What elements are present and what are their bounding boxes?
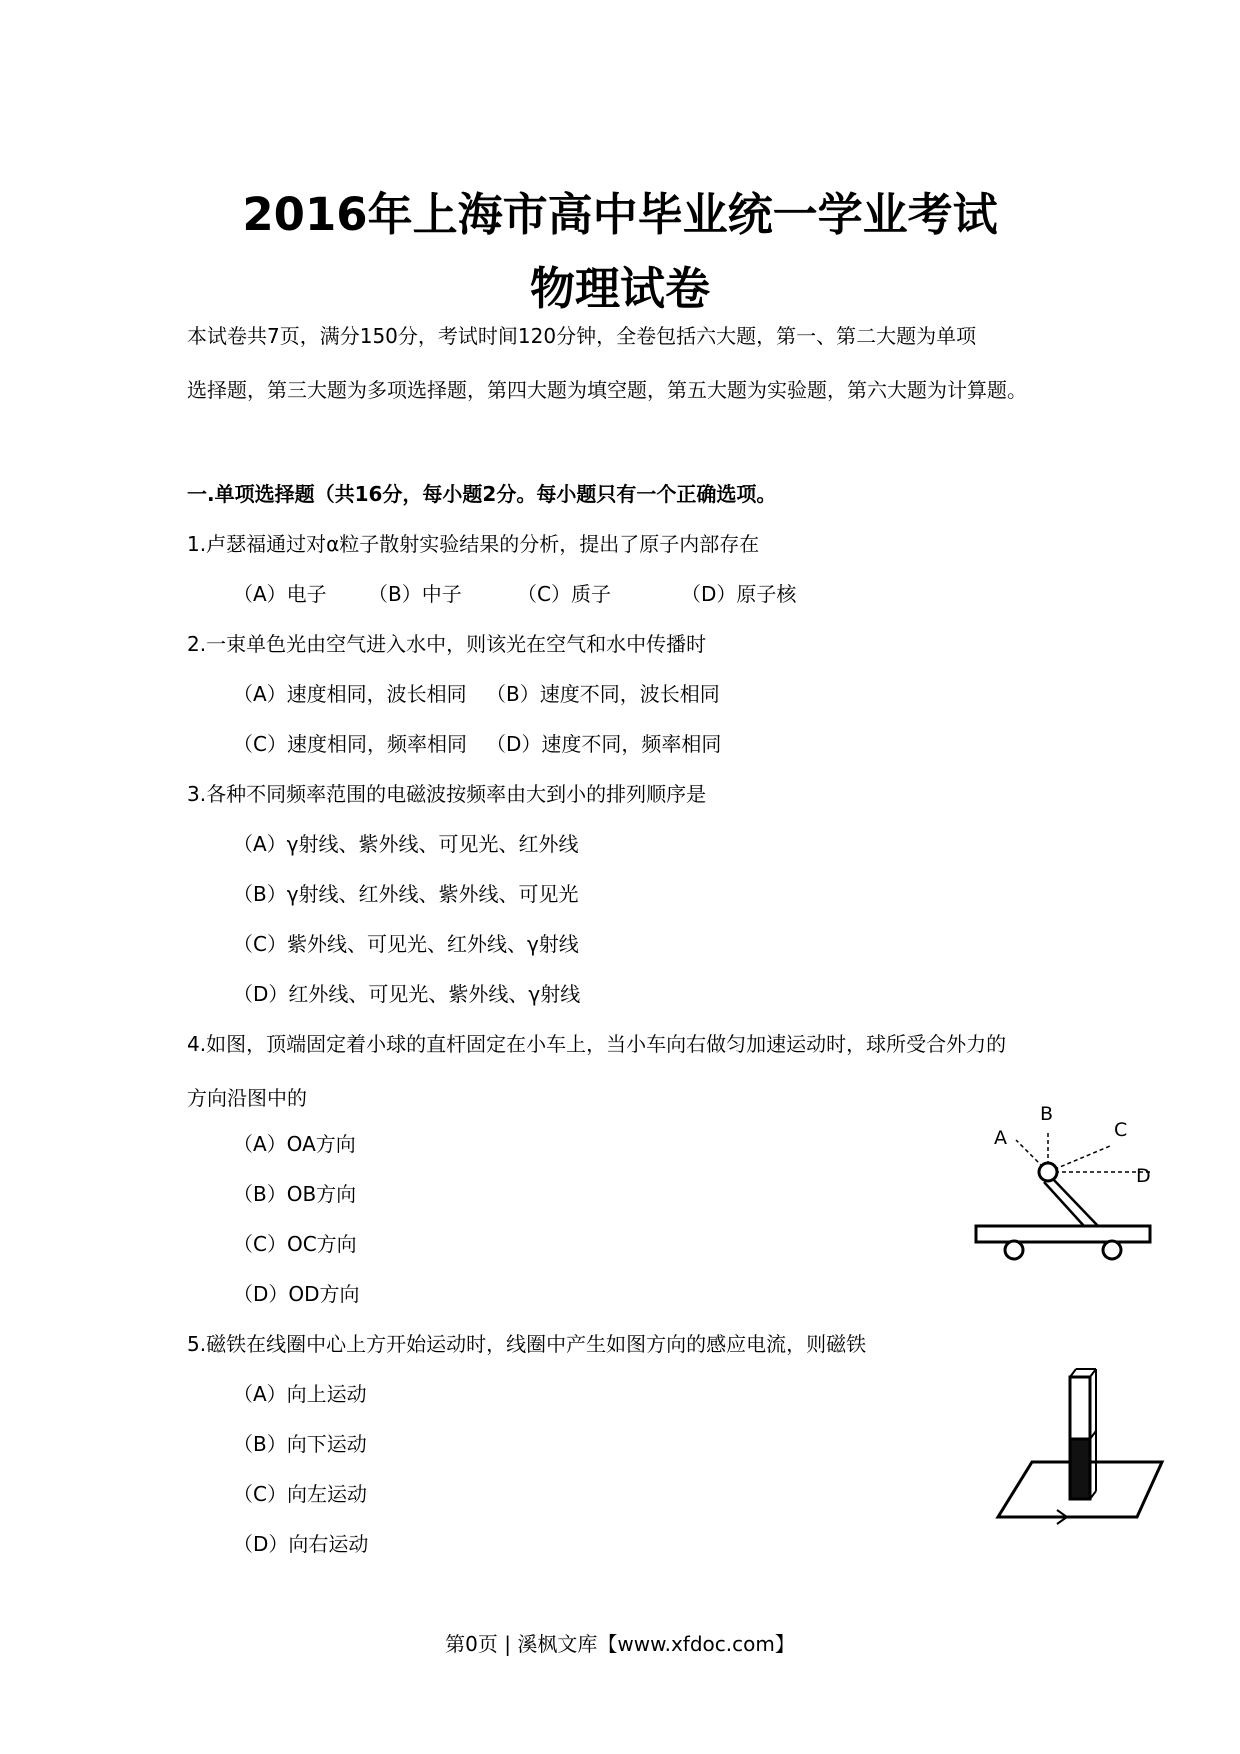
q4-option-c: （C）OC方向 bbox=[233, 1232, 357, 1256]
q3-option-b: （B）γ射线、红外线、紫外线、可见光 bbox=[233, 882, 579, 906]
q3-option-d: （D）红外线、可见光、紫外线、γ射线 bbox=[233, 982, 581, 1006]
cart-rod-ball-figure bbox=[960, 1100, 1170, 1270]
question-3-stem: 3.各种不同频率范围的电磁波按频率由大到小的排列顺序是 bbox=[187, 782, 707, 806]
intro-line-2: 选择题，第三大题为多项选择题，第四大题为填空题，第五大题为实验题，第六大题为计算题。 bbox=[187, 378, 1027, 402]
exam-subtitle: 物理试卷 bbox=[529, 262, 710, 315]
q1-option-a: （A）电子 bbox=[233, 582, 327, 606]
q5-option-b: （B）向下运动 bbox=[233, 1432, 367, 1456]
question-4-stem-line-1: 4.如图，顶端固定着小球的直杆固定在小车上，当小车向右做匀加速运动时，球所受合外力的 bbox=[187, 1032, 1007, 1056]
cart-body bbox=[976, 1226, 1150, 1242]
q2-option-a: （A）速度相同，波长相同 bbox=[233, 682, 467, 706]
q1-option-d: （D）原子核 bbox=[681, 582, 797, 606]
cart-wheel-right bbox=[1103, 1241, 1121, 1259]
figure-label-c: C bbox=[1114, 1119, 1128, 1141]
question-2-stem: 2.一束单色光由空气进入水中，则该光在空气和水中传播时 bbox=[187, 632, 707, 656]
question-1-stem: 1.卢瑟福通过对α粒子散射实验结果的分析，提出了原子内部存在 bbox=[187, 532, 760, 556]
q5-option-d: （D）向右运动 bbox=[233, 1532, 369, 1556]
cart-wheel-left bbox=[1005, 1241, 1023, 1259]
ball bbox=[1039, 1163, 1057, 1181]
q1-option-c: （C）质子 bbox=[517, 582, 611, 606]
section-heading: 一.单项选择题（共16分，每小题2分。每小题只有一个正确选项。 bbox=[187, 482, 777, 506]
figure-label-a: A bbox=[994, 1127, 1007, 1149]
q5-option-a: （A）向上运动 bbox=[233, 1382, 367, 1406]
q3-option-a: （A）γ射线、紫外线、可见光、红外线 bbox=[233, 832, 579, 856]
q4-option-d: （D）OD方向 bbox=[233, 1282, 360, 1306]
magnet-upper-pole bbox=[1070, 1377, 1090, 1439]
question-4-stem-line-2: 方向沿图中的 bbox=[187, 1086, 307, 1110]
q1-option-b: （B）中子 bbox=[368, 582, 462, 606]
figure-label-d: D bbox=[1136, 1165, 1151, 1187]
page-footer: 第0页 | 溪枫文库【www.xfdoc.com】 bbox=[445, 1632, 795, 1656]
intro-line-1: 本试卷共7页，满分150分，考试时间120分钟，全卷包括六大题，第一、第二大题为单项 bbox=[187, 324, 977, 348]
q2-option-c: （C）速度相同，频率相同 bbox=[233, 732, 467, 756]
q3-option-c: （C）紫外线、可见光、红外线、γ射线 bbox=[233, 932, 579, 956]
magnet-lower-pole bbox=[1070, 1439, 1090, 1499]
q2-option-b: （B）速度不同，波长相同 bbox=[486, 682, 720, 706]
magnet-coil-figure bbox=[995, 1365, 1175, 1535]
exam-title: 2016年上海市高中毕业统一学业考试 bbox=[242, 188, 998, 241]
rod-edge-upper bbox=[1052, 1178, 1098, 1226]
q2-option-d: （D）速度不同，频率相同 bbox=[486, 732, 722, 756]
q4-option-b: （B）OB方向 bbox=[233, 1182, 357, 1206]
q5-option-c: （C）向左运动 bbox=[233, 1482, 367, 1506]
q4-option-a: （A）OA方向 bbox=[233, 1132, 356, 1156]
figure-label-b: B bbox=[1040, 1103, 1054, 1125]
question-5-stem: 5.磁铁在线圈中心上方开始运动时，线圈中产生如图方向的感应电流，则磁铁 bbox=[187, 1332, 867, 1356]
